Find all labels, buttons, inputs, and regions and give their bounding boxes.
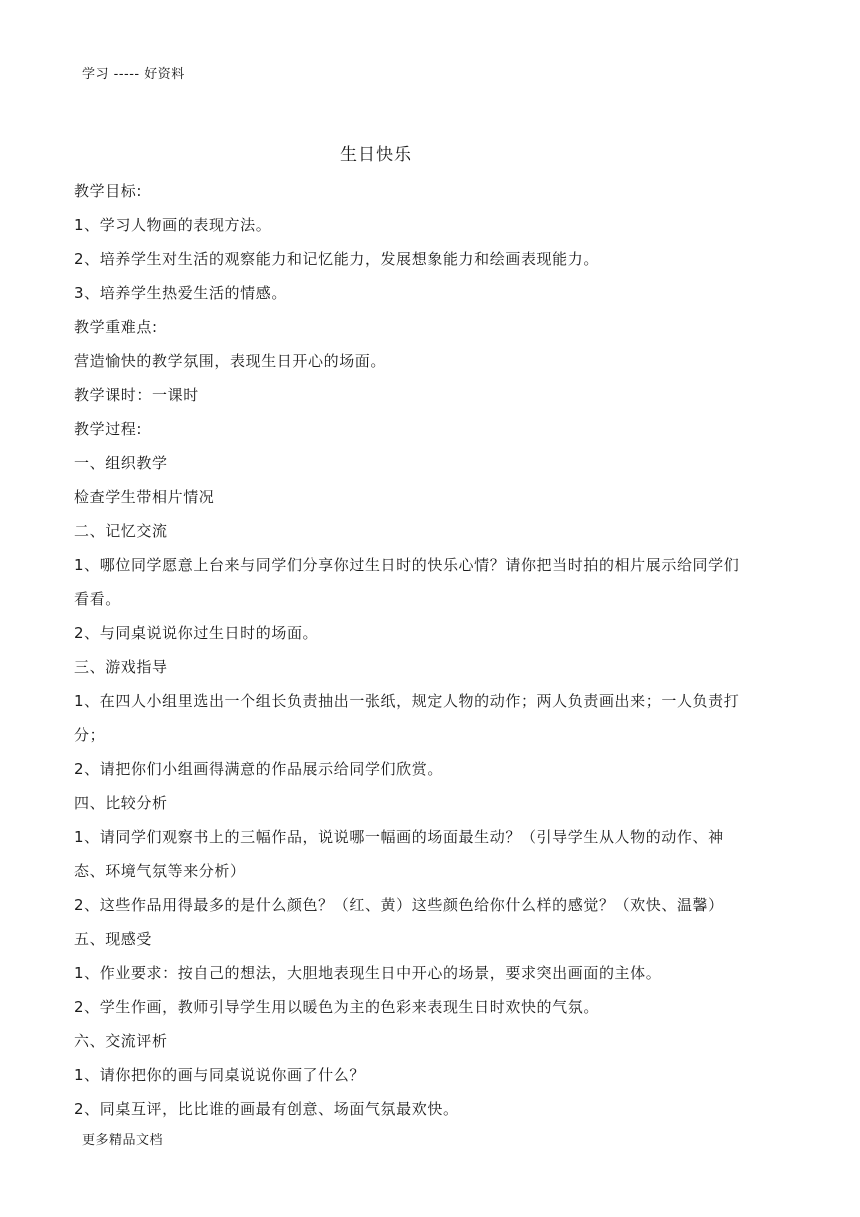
step-heading: 三、游戏指导: [74, 658, 168, 676]
step-item: 2、请把你们小组画得满意的作品展示给同学们欣赏。: [74, 760, 443, 778]
step-heading: 一、组织教学: [74, 454, 168, 472]
objective-item: 2、培养学生对生活的观察能力和记忆能力，发展想象能力和绘画表现能力。: [74, 250, 599, 268]
step-item: 2、与同桌说说你过生日时的场面。: [74, 624, 319, 642]
paragraph: 教学课时：一课时: [74, 386, 199, 404]
step-item: 1、在四人小组里选出一个组长负责抽出一张纸，规定人物的动作；两人负责画出来；一人负责打分；: [74, 692, 740, 744]
step-item: 1、哪位同学愿意上台来与同学们分享你过生日时的快乐心情？请你把当时拍的相片展示给同学们看看。: [74, 556, 740, 608]
section-heading-process: 教学过程:: [74, 420, 143, 438]
step-item: 2、同桌互评，比比谁的画最有创意、场面气氛最欢快。: [74, 1100, 459, 1118]
step-item: 1、作业要求：按自己的想法，大胆地表现生日中开心的场景，要求突出画面的主体。: [74, 964, 662, 982]
paragraph: 检查学生带相片情况: [74, 488, 215, 506]
step-heading: 六、交流评析: [74, 1032, 168, 1050]
step-item: 1、请同学们观察书上的三幅作品，说说哪一幅画的场面最生动？（引导学生从人物的动作、神态、环境气氛等来分析）: [74, 828, 724, 880]
step-heading: 五、现感受: [74, 930, 153, 948]
document-title: 生日快乐: [340, 145, 412, 165]
document-body: [74, 178, 754, 1130]
step-heading: 二、记忆交流: [74, 522, 168, 540]
paragraph: 营造愉快的教学氛围，表现生日开心的场面。: [74, 352, 387, 370]
step-heading: 四、比较分析: [74, 794, 168, 812]
section-heading-key-points: 教学重难点:: [74, 318, 158, 336]
step-item: 1、请你把你的画与同桌说说你画了什么？: [74, 1066, 365, 1084]
page-footer: 更多精品文档: [82, 1133, 164, 1148]
objective-item: 1、学习人物画的表现方法。: [74, 216, 272, 234]
page-header: 学习 ----- 好资料: [82, 67, 185, 82]
objective-item: 3、培养学生热爱生活的情感。: [74, 284, 287, 302]
step-item: 2、学生作画，教师引导学生用以暖色为主的色彩来表现生日时欢快的气氛。: [74, 998, 599, 1016]
step-item: 2、这些作品用得最多的是什么颜色？（红、黄）这些颜色给你什么样的感觉？（欢快、温馨）: [74, 896, 724, 914]
section-heading-objectives: 教学目标:: [74, 182, 143, 200]
